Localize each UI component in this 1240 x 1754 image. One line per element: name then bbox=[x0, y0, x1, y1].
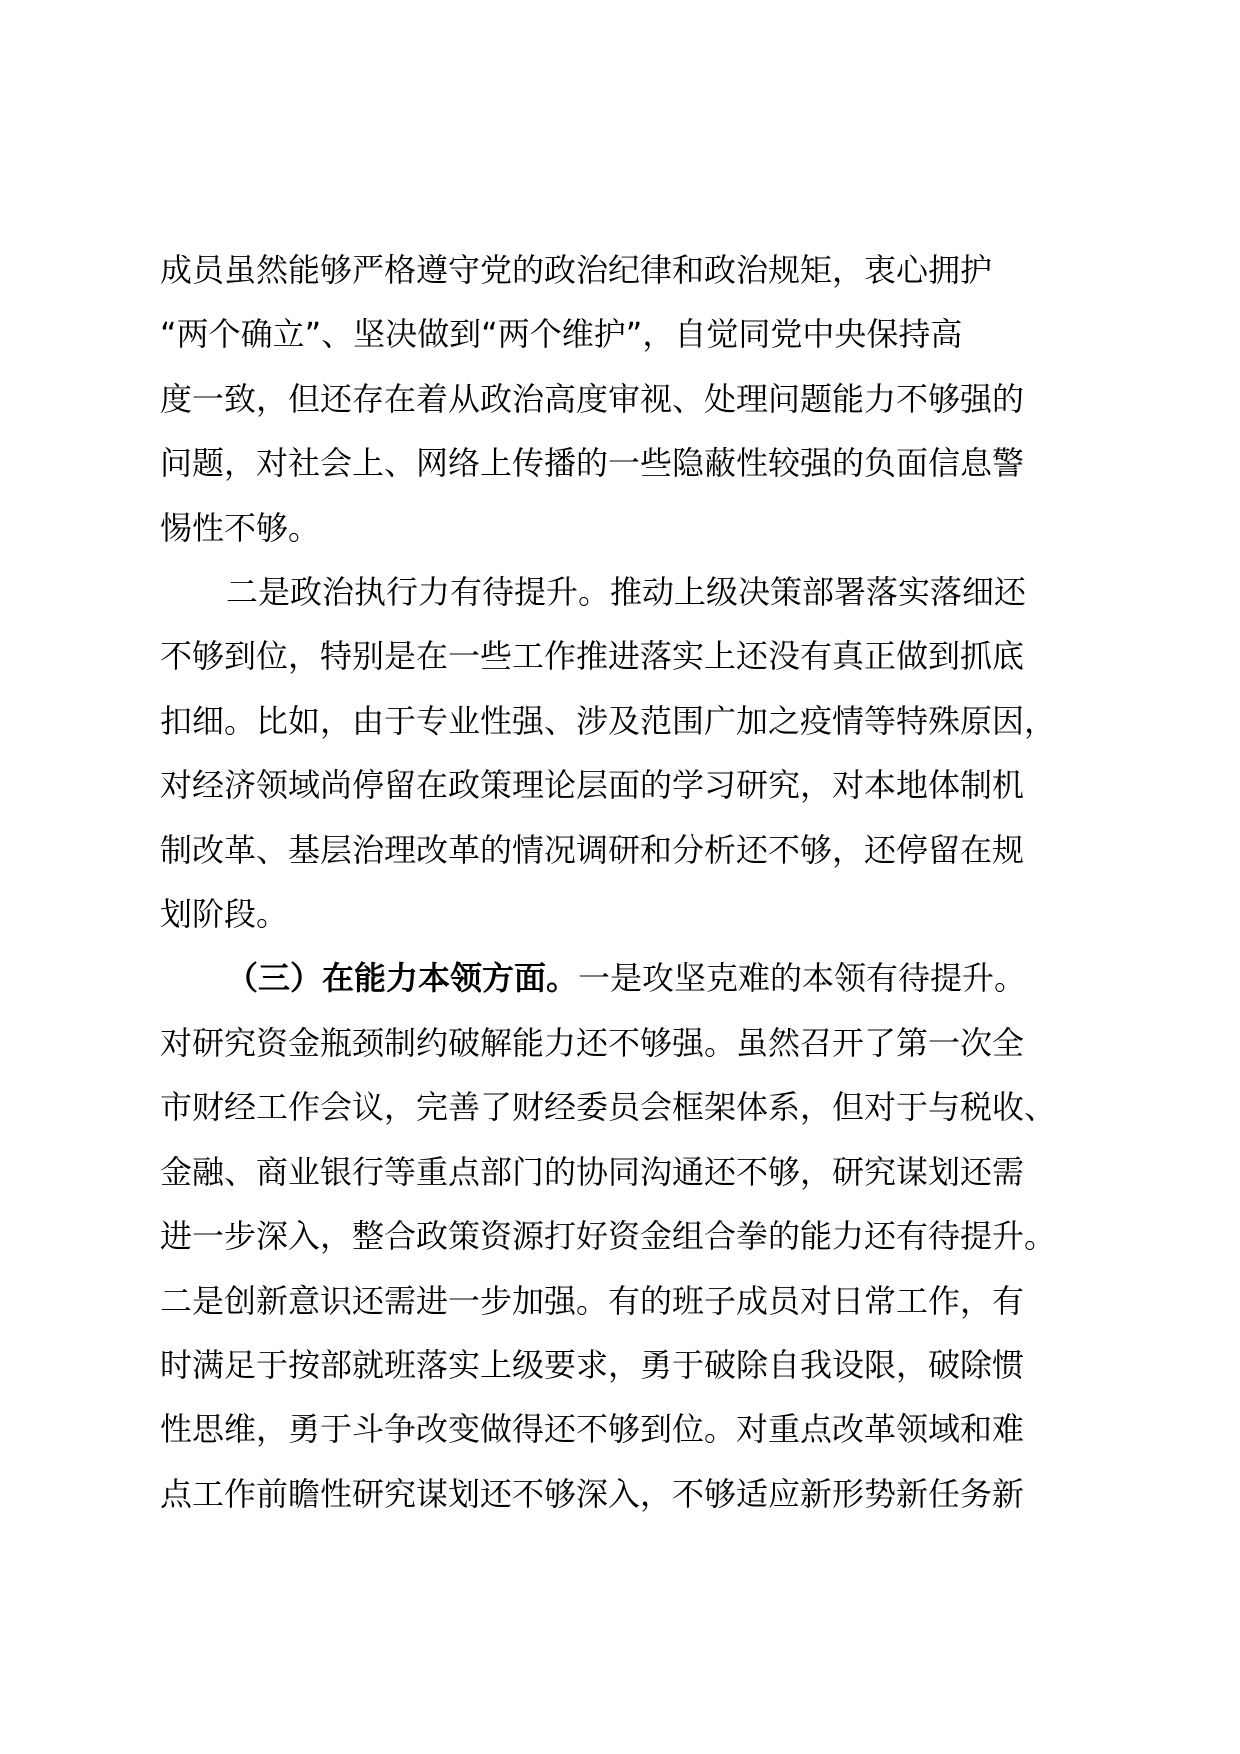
text-line: 二是创新意识还需进一步加强。有的班子成员对日常工作，有 bbox=[160, 1281, 1025, 1320]
text-line: 二是政治执行力有待提升。推动上级决策部署落实落细还 bbox=[226, 573, 1027, 612]
text-line: 进一步深入，整合政策资源打好资金组合拳的能力还有待提升。 bbox=[160, 1217, 1057, 1256]
text-line: 对经济领域尚停留在政策理论层面的学习研究，对本地体制机 bbox=[160, 766, 1025, 805]
text-line: 扣细。比如，由于专业性强、涉及范围广加之疫情等特殊原因， bbox=[160, 701, 1057, 740]
text-line: 市财经工作会议，完善了财经委员会框架体系，但对于与税收、 bbox=[160, 1088, 1057, 1127]
text-line: 问题，对社会上、网络上传播的一些隐蔽性较强的负面信息警 bbox=[160, 444, 1025, 483]
text-line: 制改革、基层治理改革的情况调研和分析还不够，还停留在规 bbox=[160, 830, 1025, 869]
document-body bbox=[160, 238, 1100, 1526]
text-line: 划阶段。 bbox=[160, 895, 289, 934]
text-line: 度一致，但还存在着从政治高度审视、处理问题能力不够强的 bbox=[160, 379, 1025, 418]
text-line: “两个确立”、坚决做到“两个维护”，自觉同党中央保持高 bbox=[160, 315, 963, 354]
paragraph-execution-ability bbox=[160, 560, 1100, 946]
text-line: 时满足于按部就班落实上级要求，勇于破除自我设限，破除惯 bbox=[160, 1345, 1025, 1384]
text-line: 一是攻坚克难的本领有待提升。 bbox=[578, 959, 1027, 998]
paragraph-political-discipline bbox=[160, 238, 1100, 560]
text-line: 不够到位，特别是在一些工作推进落实上还没有真正做到抓底 bbox=[160, 637, 1025, 676]
text-line: 金融、商业银行等重点部门的协同沟通还不够，研究谋划还需 bbox=[160, 1152, 1025, 1191]
section-heading: （三）在能力本领方面。 bbox=[226, 959, 579, 998]
paragraph-capability bbox=[160, 946, 1100, 1526]
text-line: 惕性不够。 bbox=[160, 508, 321, 547]
text-line: 性思维，勇于斗争改变做得还不够到位。对重点改革领域和难 bbox=[160, 1410, 1025, 1449]
text-line: 成员虽然能够严格遵守党的政治纪律和政治规矩，衷心拥护 bbox=[160, 251, 993, 289]
text-line: 点工作前瞻性研究谋划还不够深入，不够适应新形势新任务新 bbox=[160, 1474, 1025, 1513]
text-line: 对研究资金瓶颈制约破解能力还不够强。虽然召开了第一次全 bbox=[160, 1023, 1025, 1062]
